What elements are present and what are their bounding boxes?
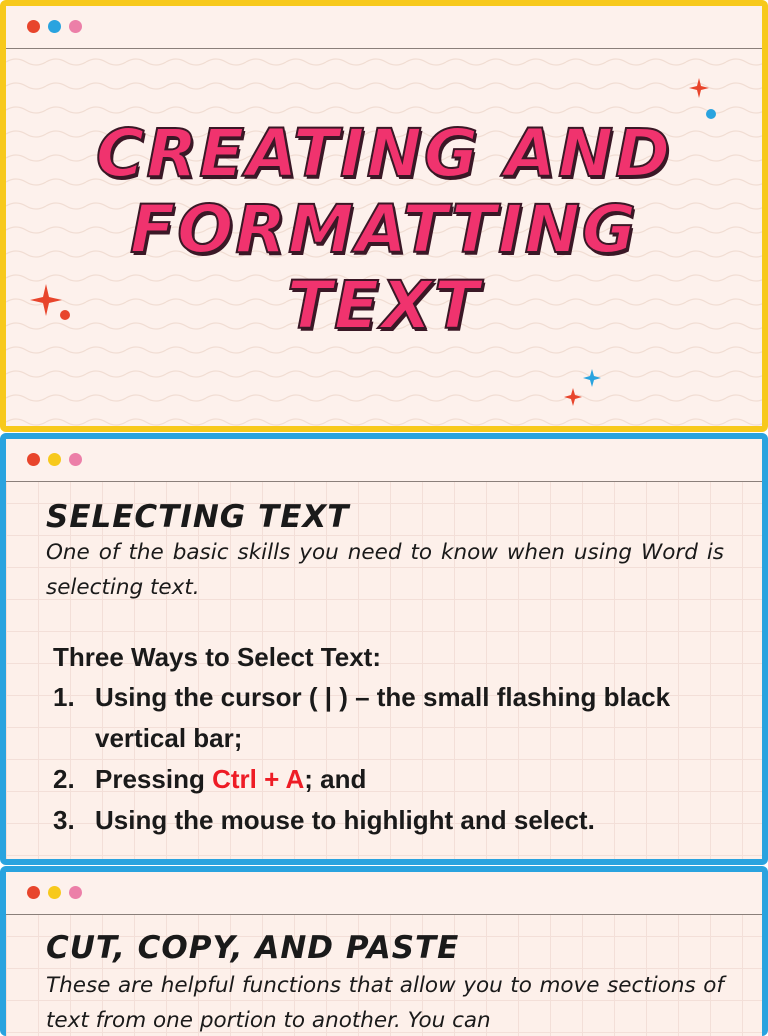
sparkle-icon	[689, 78, 709, 98]
item-text: Using the cursor ( | ) – the small flashing black vertical bar;	[95, 682, 671, 753]
sparkle-icon	[30, 284, 62, 316]
list-lead: Three Ways to Select Text:	[53, 642, 381, 672]
window-titlebar	[6, 6, 762, 49]
list-item	[53, 677, 713, 759]
red-dot-icon	[27, 886, 40, 899]
circle-dot-icon	[59, 309, 71, 321]
slide-canvas	[6, 6, 762, 426]
sparkle-icon	[564, 388, 582, 406]
blue-dot-icon	[48, 20, 61, 33]
sparkle-icon	[583, 369, 601, 387]
item-text: Using the mouse to highlight and select.	[95, 805, 595, 835]
list-item	[53, 800, 713, 841]
section-intro: One of the basic skills you need to know when using Word is selecting text.	[46, 540, 724, 600]
page-title	[6, 116, 762, 344]
item-number: 2.	[53, 764, 75, 794]
circle-dot-icon	[705, 108, 717, 120]
window-titlebar	[6, 872, 762, 915]
pink-dot-icon	[69, 453, 82, 466]
title-slide	[0, 0, 768, 432]
slide-canvas	[6, 439, 762, 859]
red-dot-icon	[27, 20, 40, 33]
title-line-1: CREATING AND	[95, 115, 673, 192]
selecting-text-slide	[0, 433, 768, 865]
red-dot-icon	[27, 453, 40, 466]
pink-dot-icon	[69, 20, 82, 33]
cut-copy-paste-slide	[0, 866, 768, 1036]
list-item	[53, 759, 713, 800]
ways-list	[53, 677, 713, 841]
shortcut-highlight: Ctrl + A	[212, 764, 305, 794]
item-number: 1.	[53, 682, 75, 712]
yellow-dot-icon	[48, 886, 61, 899]
title-line-3: TEXT	[286, 267, 481, 344]
item-number: 3.	[53, 805, 75, 835]
title-line-2: FORMATTING	[130, 191, 638, 268]
yellow-dot-icon	[48, 453, 61, 466]
section-heading: CUT, COPY, AND PASTE	[46, 930, 460, 966]
window-titlebar	[6, 439, 762, 482]
item-text-end: ; and	[304, 764, 367, 794]
pink-dot-icon	[69, 886, 82, 899]
section-heading: SELECTING TEXT	[46, 499, 350, 535]
section-intro: These are helpful functions that allow you to move sections of text from one portion to another. You can	[46, 973, 724, 1033]
item-text: Pressing	[95, 764, 213, 794]
slide-canvas	[6, 872, 762, 1036]
